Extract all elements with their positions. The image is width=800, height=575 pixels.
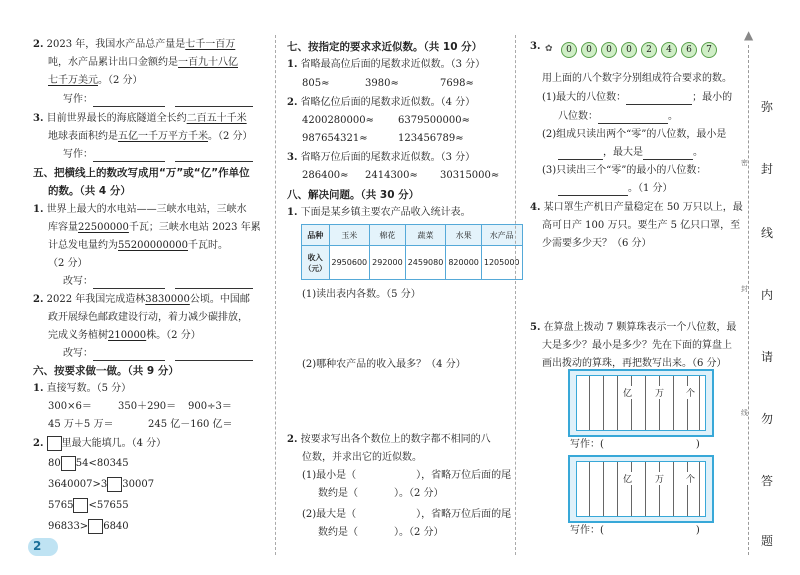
abacus-label: 万 (654, 386, 665, 399)
answer-line: 写作： (63, 148, 253, 162)
abacus-label: 个 (685, 386, 696, 399)
digit-card: 4 (661, 42, 677, 58)
table-cell: 2950600 (329, 246, 370, 280)
section-8-title: 八、解决问题。（共 30 分） (287, 189, 420, 201)
table-cell: 292000 (370, 246, 406, 280)
table-cell: 2459080 (405, 246, 446, 280)
table-header: 水果 (446, 225, 482, 246)
digit-cards (545, 38, 720, 60)
rocket-icon: ▲ (744, 28, 754, 42)
table-header: 玉米 (329, 225, 370, 246)
section-6-title: 六、按要求做一做。（共 9 分） (33, 365, 179, 377)
s5-question-2: 2. 2022 年我国完成造林3830000公顷。中国邮 (33, 294, 250, 305)
table-header: 蔬菜 (405, 225, 446, 246)
digit-card: 0 (601, 42, 617, 58)
abacus-label: 亿 (622, 386, 633, 399)
compare-row: 5765 <57655 (48, 500, 129, 511)
digit-card: 7 (701, 42, 717, 58)
column-divider (275, 35, 276, 555)
table-header: 水产品 (481, 225, 522, 246)
digit-card: 2 (641, 42, 657, 58)
page-number: 2 (33, 539, 42, 553)
page-number-badge (28, 538, 58, 556)
compare-row: 96833> 6840 (48, 521, 129, 532)
abacus-label: 个 (685, 472, 696, 485)
binding-line (748, 45, 749, 555)
abacus-label: 亿 (622, 472, 633, 485)
table-cell: 820000 (446, 246, 482, 280)
digit-card: 0 (621, 42, 637, 58)
compare-row: 80 54<80345 (48, 458, 129, 469)
table-cell: 1205000 (481, 246, 522, 280)
income-table (301, 224, 523, 280)
table-header: 品种 (302, 225, 330, 246)
digit-card: 0 (581, 42, 597, 58)
question-3: 3. 目前世界最长的海底隧道全长约二百五十千米 (33, 113, 247, 124)
s5-question-1: 1. 世界上最大的水电站——三峡水电站，三峡水 (33, 204, 247, 215)
abacus-label: 万 (654, 472, 665, 485)
section-5-title: 五、把横线上的数改写成用“万”或“亿”作单位 (33, 167, 250, 179)
section-7-title: 七、按指定的要求求近似数。（共 10 分） (287, 41, 483, 53)
answer-box[interactable] (47, 436, 62, 451)
table-header: 收入（元） (302, 246, 330, 280)
plant-icon: ✿ (545, 44, 553, 54)
abacus-2[interactable] (568, 455, 714, 523)
digit-card: 0 (561, 42, 577, 58)
answer-line: 写作： (63, 93, 253, 107)
question-2: 2. 2023 年，我国水产品总产量是七千一百万 (33, 39, 236, 50)
table-header: 棉花 (370, 225, 406, 246)
digit-card: 6 (681, 42, 697, 58)
answer-line: 改写： (63, 275, 253, 289)
column-divider (515, 35, 516, 555)
answer-line: 改写： (63, 347, 253, 361)
abacus-1[interactable] (568, 369, 714, 437)
compare-row: 3640007>3 30007 (48, 479, 155, 490)
